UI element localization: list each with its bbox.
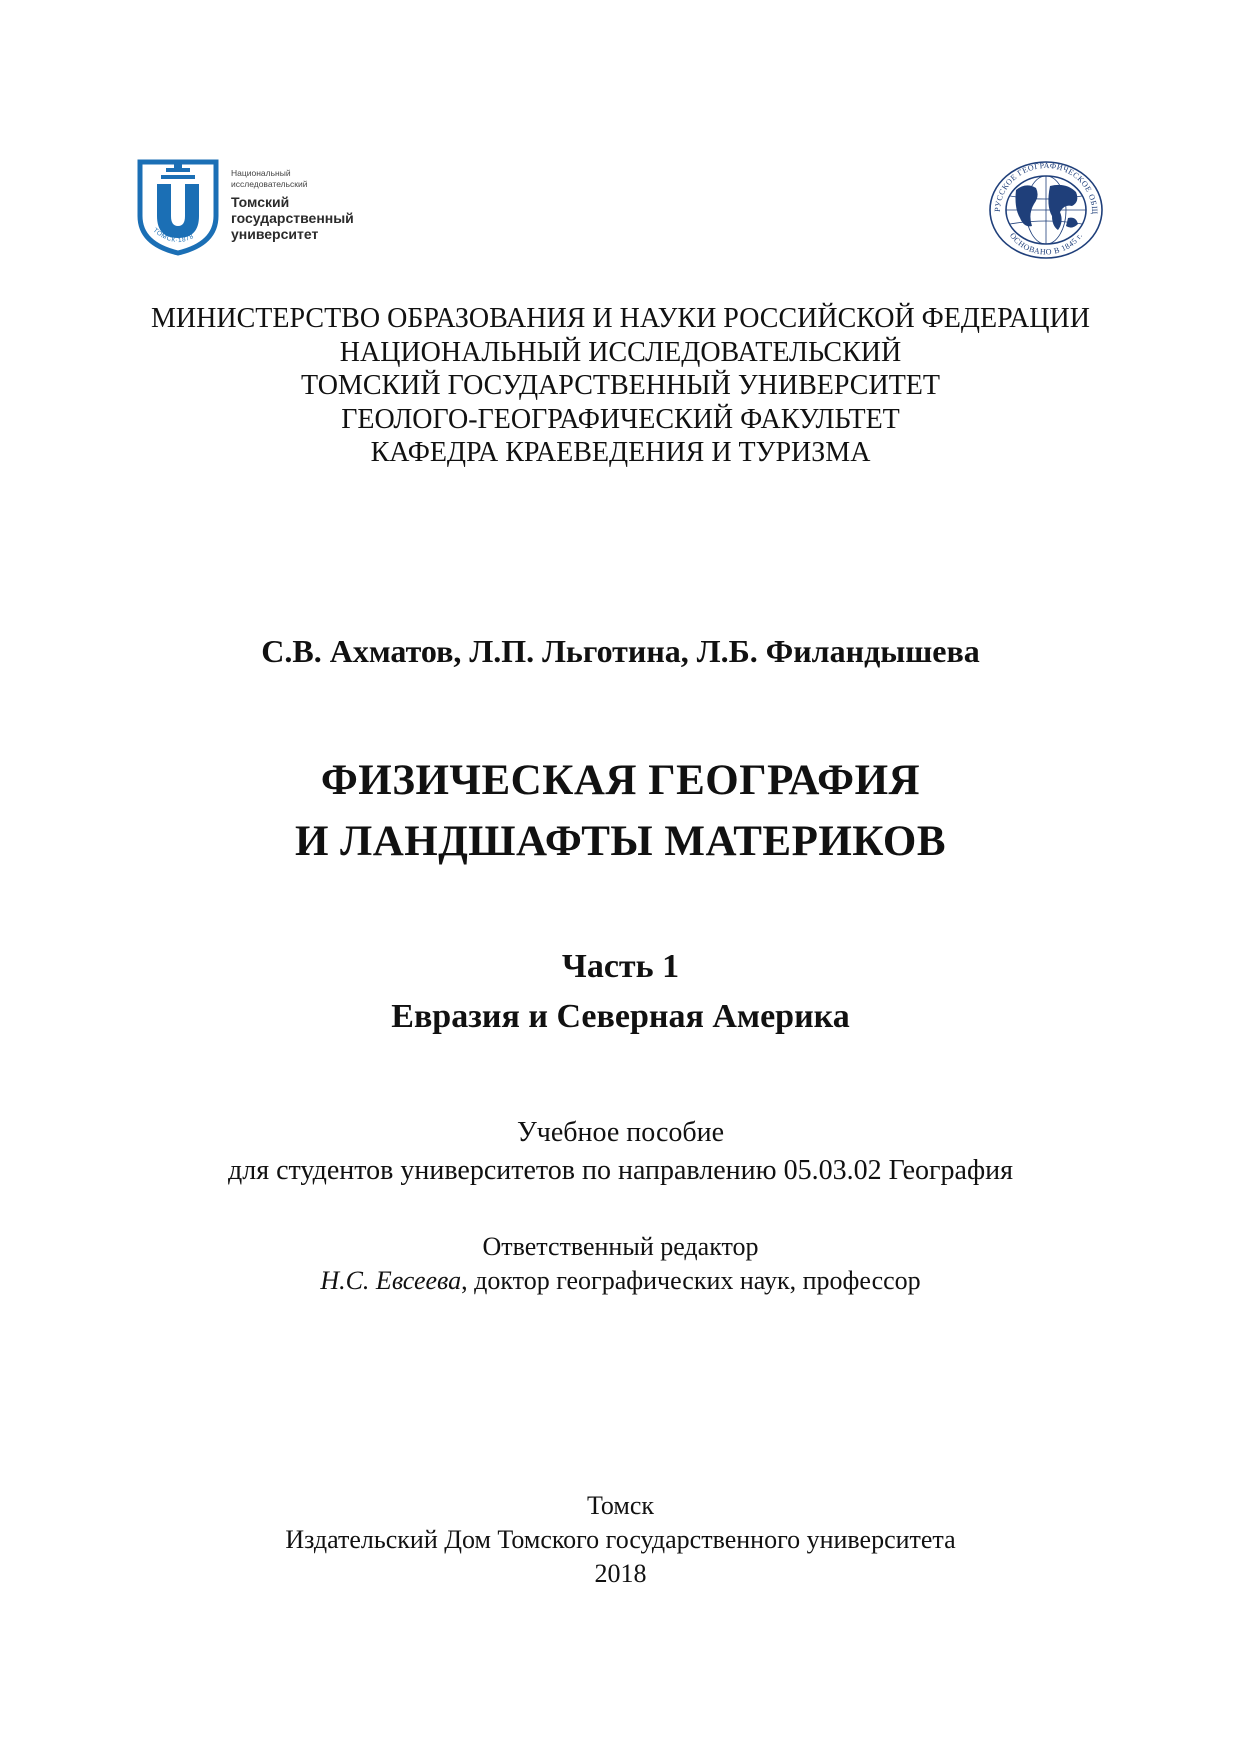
part-number: Часть 1 [561, 948, 680, 985]
tsu-shield-icon [136, 158, 220, 256]
header-line-ministry: МИНИСТЕРСТВО ОБРАЗОВАНИЯ И НАУКИ РОССИЙСКОЙ ФЕДЕРАЦИИ [151, 303, 1090, 334]
tsu-logo-text [231, 168, 354, 242]
authors: С.В. Ахматов, Л.П. Льготина, Л.Б. Филандышева [261, 633, 980, 669]
rgo-emblem [980, 156, 1110, 260]
editor-credentials: , доктор географических наук, профессор [461, 1266, 921, 1295]
book-title-line2: И ЛАНДШАФТЫ МАТЕРИКОВ [294, 818, 947, 865]
editor-label: Ответственный редактор [482, 1232, 759, 1261]
header-line-research: НАЦИОНАЛЬНЫЙ ИССЛЕДОВАТЕЛЬСКИЙ [339, 336, 902, 368]
imprint-publisher: Издательский Дом Томского государственного университета [285, 1525, 956, 1554]
imprint-city: Томск [586, 1491, 655, 1520]
editor-name: Н.С. Евсеева [320, 1266, 462, 1295]
tsu-logo-line1: Национальный [231, 168, 291, 178]
header-line-department: КАФЕДРА КРАЕВЕДЕНИЯ И ТУРИЗМА [370, 437, 871, 468]
svg-text:ОСНОВАНО В 1845 г.: ОСНОВАНО В 1845 г. [1007, 231, 1085, 257]
svg-text:РУССКОЕ ГЕОГРАФИЧЕСКОЕ ОБЩЕСТВ: РУССКОЕ ГЕОГРАФИЧЕСКОЕ ОБЩ [992, 160, 1100, 215]
institution-header [0, 302, 1241, 470]
svg-text:ТОМСК·1878: ТОМСК·1878 [151, 226, 196, 245]
manual-type: Учебное пособие [516, 1117, 725, 1148]
tsu-logo [136, 158, 386, 258]
tsu-logo-line5: университет [231, 226, 319, 242]
header-line-university: ТОМСКИЙ ГОСУДАРСТВЕННЫЙ УНИВЕРСИТЕТ [300, 370, 941, 401]
tsu-logo-line2: исследовательский [231, 179, 308, 189]
imprint-year: 2018 [594, 1559, 647, 1588]
editor-block [0, 1230, 1241, 1298]
manual-audience: для студентов университетов по направлению 05.03.02 География [228, 1155, 1013, 1186]
part-subtitle: Евразия и Северная Америка [391, 998, 850, 1035]
book-title [0, 750, 1241, 872]
tsu-logo-line4: государственный [231, 210, 354, 226]
header-line-faculty: ГЕОЛОГО-ГЕОГРАФИЧЕСКИЙ ФАКУЛЬТЕТ [341, 403, 900, 435]
book-title-line1: ФИЗИЧЕСКАЯ ГЕОГРАФИЯ [320, 757, 921, 804]
manual-description [0, 1114, 1241, 1190]
part-heading [0, 942, 1241, 1042]
tsu-logo-line3: Томский [231, 194, 290, 210]
imprint [0, 1489, 1241, 1591]
editor-line [0, 1264, 1241, 1298]
globe-emblem-icon [980, 156, 1110, 260]
